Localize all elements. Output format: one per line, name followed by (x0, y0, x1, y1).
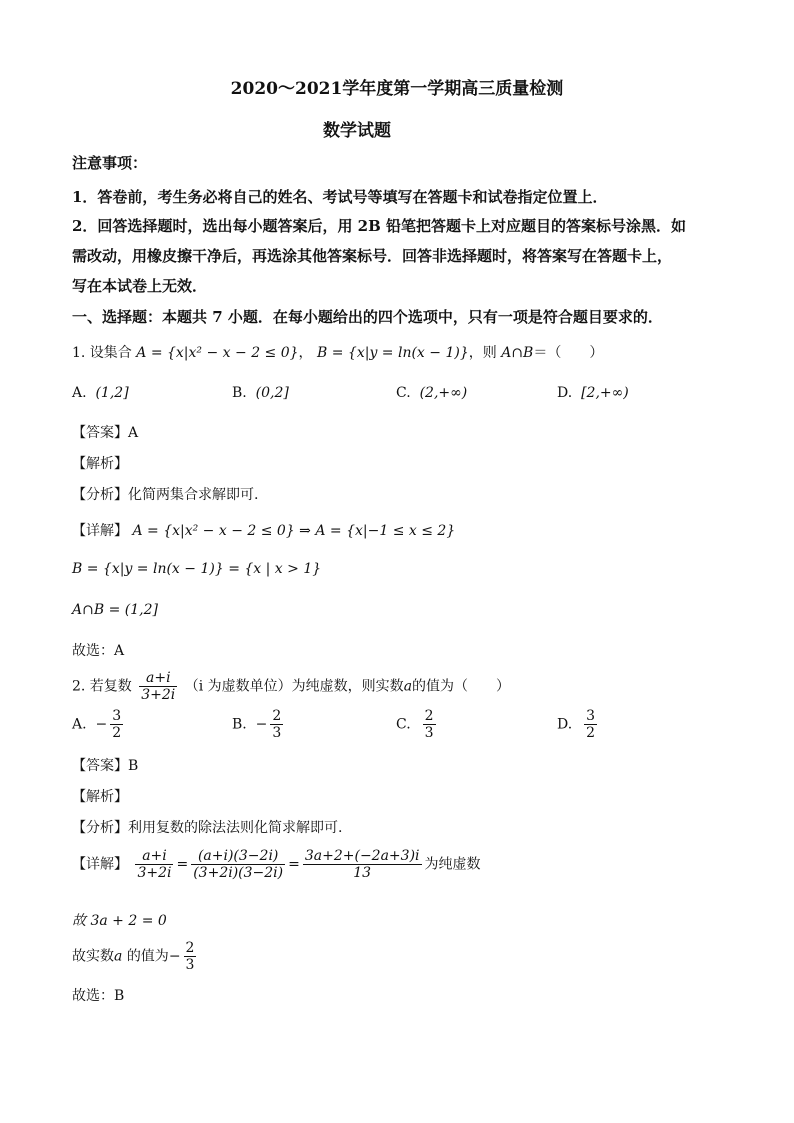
option-sign: − (95, 716, 108, 733)
q1-answer (72, 422, 138, 442)
detail-fraction-3 (303, 848, 422, 881)
option-sign: − (255, 716, 268, 733)
fraction-numerator: 3 (112, 708, 122, 724)
answer-value: A (128, 425, 139, 441)
q2-prefix: 2. 若复数 (72, 678, 132, 695)
fraction-denominator: 3 (185, 957, 195, 973)
fraction-numerator: 2 (272, 708, 282, 724)
detail-fraction-1 (135, 848, 173, 881)
q2-suffix: 的值为（ ） (412, 678, 511, 695)
therefore-eq: 故 3a + 2 = 0 (72, 913, 167, 929)
notice-item-2-line-2: 需改动，用橡皮擦干净后，再选涂其他答案标号．回答非选择题时，将答案写在答题卡上， (72, 247, 673, 265)
option-label: C. (396, 385, 411, 401)
q2-option-d (557, 708, 600, 741)
option-label: B. (232, 716, 247, 733)
q2-option-a (72, 708, 126, 741)
q1-set-a: A = {x|x² − x − 2 ≤ 0} (136, 345, 299, 361)
q2-value (72, 940, 199, 973)
q1-analysis-tag: 【解析】 (72, 456, 128, 472)
fraction-numerator: a+i (139, 670, 177, 687)
fraction-numerator: a+i (135, 848, 173, 865)
q1-detail-step-1 (72, 520, 455, 540)
pure-imaginary-text: 为纯虚数 (424, 856, 481, 873)
page-subtitle: 数学试题 (323, 121, 391, 141)
q1-option-b (232, 385, 289, 401)
q1-option-a (72, 385, 129, 401)
q2-fraction (139, 670, 177, 703)
q2-answer (72, 755, 138, 775)
notice-item-1: 1．答卷前，考生务必将自己的姓名、考试号等填写在答题卡和试卷指定位置上． (72, 188, 608, 206)
answer-tag: 【答案】 (72, 758, 128, 774)
q1-prefix: 1. 设集合 (72, 345, 132, 361)
fraction-denominator: 2 (586, 725, 596, 741)
q2-option-b (232, 708, 286, 741)
q1-suffix: ，则 (468, 345, 497, 361)
option-fraction (584, 708, 597, 741)
value-prefix: 故实数 (72, 948, 114, 965)
answer-tag: 【答案】 (72, 425, 128, 441)
detail-fraction-2 (191, 848, 285, 881)
q1-expr: A∩B (501, 345, 534, 361)
fraction-numerator: 3 (586, 708, 596, 724)
q1-set-b: B = {x|y = ln(x − 1)} (317, 345, 469, 361)
option-fraction (423, 708, 436, 741)
equals-sign: = (176, 856, 189, 873)
option-value: (1,2] (95, 385, 129, 401)
option-label: C. (396, 716, 411, 733)
q2-analysis-tag: 【解析】 (72, 789, 128, 805)
q1-comma: ， (298, 345, 313, 361)
value-mid: 的值为 (126, 948, 169, 965)
page-title: 2020～2021学年度第一学期高三质量检测 (230, 79, 564, 99)
fenxi-text: 化简两集合求解即可. (128, 487, 259, 503)
fraction-numerator: 2 (424, 708, 434, 724)
question-2-stem (72, 670, 510, 703)
option-label: B. (232, 385, 247, 401)
option-value: [2,+∞) (581, 385, 629, 401)
option-label: D. (557, 716, 573, 733)
fraction-denominator: 3 (272, 725, 282, 741)
fraction-denominator: 3+2i (141, 687, 176, 703)
fraction-denominator: (3+2i)(3−2i) (193, 865, 284, 881)
fraction-denominator: 3+2i (137, 865, 172, 881)
answer-value: B (128, 758, 139, 774)
fraction-numerator: 3a+2+(−2a+3)i (304, 848, 420, 864)
fenxi-text: 利用复数的除法法则化简求解即可. (128, 820, 343, 836)
option-label: A. (72, 385, 87, 401)
value-var: a (114, 948, 123, 965)
fraction-numerator: 2 (185, 940, 195, 956)
detail-math: A = {x|x² − x − 2 ≤ 0} ⇒ A = {x|−1 ≤ x ≤ 2} (132, 523, 456, 539)
fenxi-tag: 【分析】 (72, 487, 128, 503)
q1-fenxi (72, 484, 258, 504)
q1-paren: ＝（ ） (533, 345, 604, 361)
q1-detail-step-2 (72, 561, 321, 577)
option-fraction (270, 708, 283, 741)
notice-item-2-line-3: 写在本试卷上无效． (72, 277, 208, 295)
option-value: (0,2] (255, 385, 289, 401)
q1-option-c (396, 385, 467, 401)
question-1-stem (72, 342, 603, 362)
value-fraction (184, 940, 197, 973)
fraction-denominator: 3 (424, 725, 434, 741)
fenxi-tag: 【分析】 (72, 820, 128, 836)
equals-sign: = (288, 856, 300, 873)
q1-option-d (557, 385, 629, 401)
q1-detail-step-3 (72, 602, 158, 618)
xiangjie-tag: 【详解】 (72, 523, 128, 539)
notice-heading: 注意事项： (72, 154, 148, 172)
fraction-numerator: (a+i)(3−2i) (191, 848, 285, 865)
option-fraction (110, 708, 123, 741)
fraction-denominator: 2 (112, 725, 122, 741)
q2-fenxi (72, 817, 342, 837)
fraction-denominator: 13 (353, 865, 372, 881)
detail-math: A∩B = (1,2] (72, 602, 158, 618)
q2-mid: （i 为虚数单位）为纯虚数，则实数 (184, 678, 404, 695)
q2-option-c (396, 708, 439, 741)
detail-math: B = {x|y = ln(x − 1)} = {x | x > 1} (72, 561, 322, 577)
section-heading: 一、选择题：本题共 7 小题．在每小题给出的四个选项中，只有一项是符合题目要求的． (72, 308, 663, 326)
q1-choose: 故选：A (72, 643, 125, 659)
value-sign: − (168, 948, 181, 965)
xiangjie-tag: 【详解】 (72, 856, 128, 873)
q2-choose: 故选：B (72, 988, 125, 1004)
option-label: A. (72, 716, 87, 733)
q2-detail (72, 848, 481, 881)
q2-therefore (72, 910, 167, 930)
option-value: (2,+∞) (419, 385, 468, 401)
option-label: D. (557, 385, 573, 401)
q2-var-a: a (403, 678, 413, 695)
notice-item-2-line-1: 2．回答选择题时，选出每小题答案后，用 2B 铅笔把答题卡上对应题目的答案标号涂黑．如 (72, 217, 687, 235)
